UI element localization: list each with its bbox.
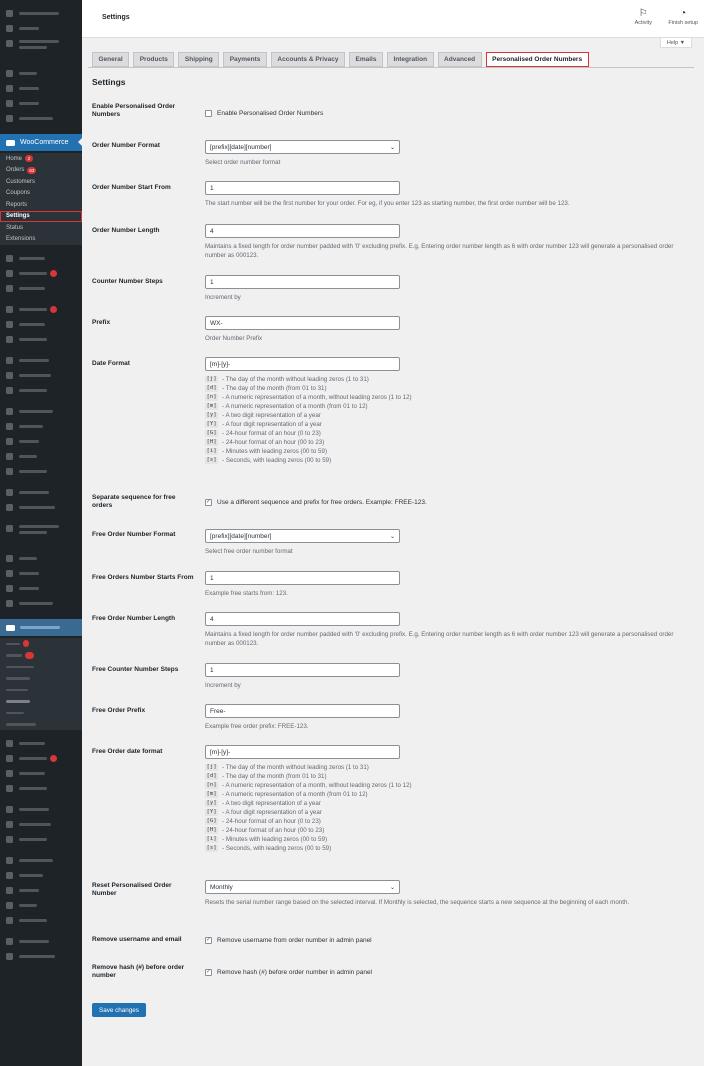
elementor-icon [6, 806, 13, 813]
sidebar-sub-blurred[interactable] [0, 719, 82, 731]
home-badge: 2 [25, 155, 33, 162]
progress-circle-icon: ◔ [680, 8, 687, 19]
sidebar-item-analytics-2[interactable] [0, 317, 82, 332]
sidebar-item-media[interactable] [0, 81, 82, 96]
tools-icon [6, 902, 13, 909]
sidebar-item-elementor[interactable] [0, 353, 82, 368]
activity-label: Activity [634, 20, 652, 26]
elementor-icon [6, 357, 13, 364]
remove-username-checkbox-line[interactable] [205, 935, 692, 945]
appearance-icon [6, 408, 13, 415]
chevron-down-icon: ⌄ [389, 533, 395, 540]
sidebar-item-appearance[interactable] [0, 404, 82, 419]
products-icon [6, 255, 13, 262]
date-code-item: [H] - 24-hour format of an hour (00 to 23) [206, 439, 325, 446]
top-header [82, 0, 704, 38]
payments-icon [6, 755, 13, 762]
prefix-label: Prefix [92, 319, 111, 326]
sidebar-item-comments-2[interactable] [0, 596, 82, 611]
sidebar-item-wp-cloner-2[interactable] [0, 934, 82, 949]
products-icon [6, 740, 13, 747]
sidebar-item-astra[interactable] [0, 21, 82, 36]
section-title: Settings [92, 77, 126, 87]
free-start-input[interactable]: 1 [205, 571, 400, 585]
length-label: Order Number Length [92, 227, 160, 234]
sidebar-item-controlled-access[interactable] [0, 36, 82, 60]
date-format-legend [205, 375, 692, 465]
enable-checkbox[interactable] [205, 110, 212, 117]
sidebar-sub-settings[interactable]: Settings [0, 211, 82, 223]
help-tab-button[interactable]: Help ▼ [660, 38, 692, 48]
sidebar-item-users[interactable] [0, 434, 82, 449]
order-number-format-select[interactable]: [prefix][date][number] ⌄ [205, 140, 400, 154]
dashboard-icon [6, 10, 13, 17]
orders-badge: 63 [29, 167, 35, 173]
free-start-desc: Example free starts from: 123. [205, 590, 288, 597]
wpforms-icon [6, 836, 13, 843]
sidebar-item-marketing[interactable] [0, 332, 82, 347]
sidebar-sub-extensions[interactable]: Extensions [0, 234, 82, 246]
sidebar-item-comments[interactable] [0, 111, 82, 126]
free-steps-label: Free Counter Number Steps [92, 666, 179, 673]
chevron-down-icon: ⌄ [389, 884, 395, 891]
page-title: Settings [102, 14, 130, 21]
payments-icon [6, 270, 13, 277]
appearance-icon [6, 857, 13, 864]
free-steps-input[interactable]: 1 [205, 663, 400, 677]
sidebar-item-plugins[interactable] [0, 419, 82, 434]
sidebar-item-analytics[interactable] [0, 281, 82, 296]
settings-tabs [92, 52, 589, 67]
tab-shipping[interactable]: Shipping [178, 52, 219, 67]
date-code-item: [y] - A two digit representation of a year [206, 412, 321, 419]
format-label: Order Number Format [92, 142, 160, 149]
sidebar-item-controlled-access-2[interactable] [0, 521, 82, 545]
payments-icon [6, 306, 13, 313]
sidebar-sub-status[interactable]: Status [0, 222, 82, 234]
prefix-input[interactable]: WX- [205, 316, 400, 330]
remove-username-checkbox-label: Remove username from order number in admin panel [217, 936, 372, 944]
start-from-input[interactable]: 1 [205, 181, 400, 195]
free-date-format-label: Free Order date format [92, 748, 163, 755]
sidebar-item-collapse[interactable] [0, 500, 82, 515]
sidebar-item-posts[interactable] [0, 66, 82, 81]
free-prefix-desc: Example free order prefix: FREE-123. [205, 723, 309, 730]
date-code-item: [H] - 24-hour format of an hour (00 to 23) [206, 827, 325, 834]
sidebar-item-dashboard[interactable] [0, 6, 82, 21]
remove-hash-checkbox[interactable]: ✓ [205, 968, 212, 975]
remove-hash-checkbox-label: Remove hash (#) before order number in admin panel [217, 968, 373, 976]
sidebar-sub-blurred[interactable] [0, 650, 82, 662]
users-icon [6, 438, 13, 445]
wpforms-icon [6, 387, 13, 394]
sidebar-item-elementor-2[interactable] [0, 802, 82, 817]
payments-badge [50, 306, 57, 313]
lock-icon [6, 525, 13, 532]
free-date-format-legend [205, 763, 692, 853]
date-code-item: [j] - The day of the month without leading zeros (1 to 31) [206, 376, 369, 383]
steps-label: Counter Number Steps [92, 278, 163, 285]
start-desc: The start number will be the first number for your order. For eg, if you enter 123 as starting number, the first order number will be 123. [205, 200, 570, 207]
enable-checkbox-label: Enable Personalised Order Numbers [217, 109, 324, 117]
separate-checkbox-label: Use a different sequence and prefix for free orders. Example: FREE-123. [217, 498, 427, 506]
remove-hash-checkbox-line[interactable] [205, 967, 692, 977]
collapse-icon [6, 504, 13, 511]
free-date-format-input[interactable]: [m]-[y]- [205, 745, 400, 759]
sidebar-item-wpforms[interactable] [0, 383, 82, 398]
date-code-item: [n] - A numeric representation of a month, without leading zeros (1 to 12) [206, 394, 412, 401]
admin-sidebar [0, 0, 82, 1066]
cloner-icon [6, 938, 13, 945]
save-changes-button[interactable]: Save changes [92, 1003, 146, 1017]
date-code-item: [Y] - A four digit representation of a year [206, 809, 322, 816]
tab-payments[interactable]: Payments [223, 52, 267, 67]
sidebar-sub-blurred[interactable] [0, 638, 82, 650]
tab-accounts-privacy[interactable]: Accounts & Privacy [271, 52, 345, 67]
date-code-item: [s] - Seconds, with leading zeros (00 to 59) [206, 457, 332, 464]
tabs-divider [88, 67, 694, 68]
current-menu-arrow [78, 138, 82, 146]
sidebar-sub-blurred[interactable] [0, 696, 82, 708]
analytics-icon [6, 770, 13, 777]
free-prefix-label: Free Order Prefix [92, 707, 146, 714]
comment-icon [6, 600, 13, 607]
blurred-badge [23, 640, 29, 647]
sidebar-item-wp-cloner[interactable] [0, 485, 82, 500]
sidebar-item-tools-2[interactable] [0, 898, 82, 913]
marketing-icon [6, 785, 13, 792]
remove-username-checkbox[interactable]: ✓ [205, 936, 212, 943]
sidebar-item-posts-2[interactable] [0, 551, 82, 566]
date-code-item: [Y] - A four digit representation of a year [206, 421, 322, 428]
steps-desc: Increment by [205, 294, 241, 301]
sidebar-sub-customers[interactable]: Customers [0, 176, 82, 188]
media-icon [6, 85, 13, 92]
reset-label: Reset Personalised Order Number [92, 882, 172, 897]
payments-badge [50, 755, 57, 762]
sidebar-item-templates[interactable] [0, 368, 82, 383]
date-code-item: [y] - A two digit representation of a year [206, 800, 321, 807]
free-length-desc: Maintains a fixed length for order number padded with '0' excluding prefix. E.g, Entering order number length as 6 with order number 123 will generate a personalised order number as 000123. [205, 631, 674, 647]
reset-desc: Resets the serial number range based on the selected interval. If Monthly is selected, the sequence starts a new sequence at the beginning of each month. [205, 899, 630, 906]
sidebar-sub-orders[interactable]: Orders 63 [0, 165, 82, 177]
sidebar-item-templates-2[interactable] [0, 817, 82, 832]
free-length-label: Free Order Number Length [92, 615, 176, 622]
date-code-item: [j] - The day of the month without leading zeros (1 to 31) [206, 764, 369, 771]
enable-label: Enable Personalised Order Numbers [92, 103, 176, 118]
tab-emails[interactable]: Emails [349, 52, 383, 67]
sidebar-item-products-2[interactable] [0, 736, 82, 751]
sidebar-item-media-2[interactable] [0, 566, 82, 581]
enable-checkbox-line[interactable] [205, 108, 692, 118]
sidebar-item-payments-2[interactable] [0, 302, 82, 317]
sidebar-item-marketing-2[interactable] [0, 781, 82, 796]
sidebar-item-appearance-2[interactable] [0, 853, 82, 868]
free-length-input[interactable]: 4 [205, 612, 400, 626]
separate-checkbox-line[interactable] [205, 497, 692, 507]
sidebar-sub-blurred[interactable] [0, 661, 82, 673]
sidebar-item-products[interactable] [0, 251, 82, 266]
plugins-icon [6, 872, 13, 879]
free-format-label: Free Order Number Format [92, 531, 176, 538]
tab-advanced[interactable]: Advanced [438, 52, 482, 67]
sidebar-sub-coupons[interactable]: Coupons [0, 188, 82, 200]
tools-icon [6, 453, 13, 460]
free-steps-desc: Increment by [205, 682, 241, 689]
reset-interval-select[interactable]: Monthly ⌄ [205, 880, 400, 894]
date-format-label: Date Format [92, 360, 130, 367]
date-code-item: [m] - A numeric representation of a month (from 01 to 12) [206, 403, 368, 410]
remove-hash-label: Remove hash (#) before order number [92, 964, 185, 979]
sidebar-item-tools[interactable] [0, 449, 82, 464]
order-length-input[interactable]: 4 [205, 224, 400, 238]
sidebar-item-woocommerce-2[interactable] [0, 619, 82, 636]
analytics-icon [6, 321, 13, 328]
prefix-desc: Order Number Prefix [205, 335, 263, 342]
settings-icon [6, 468, 13, 475]
payments-badge [50, 270, 57, 277]
activity-button[interactable] [635, 8, 652, 26]
free-prefix-input[interactable]: Free- [205, 704, 400, 718]
sidebar-item-payments-3[interactable] [0, 751, 82, 766]
date-code-item: [s] - Seconds, with leading zeros (00 to 59) [206, 845, 332, 852]
remove-username-label: Remove username and email [92, 936, 182, 943]
date-code-item: [n] - A numeric representation of a month, without leading zeros (1 to 12) [206, 782, 412, 789]
sidebar-item-settings-2[interactable] [0, 913, 82, 928]
sidebar-item-wpforms-2[interactable] [0, 832, 82, 847]
pin-icon [6, 70, 13, 77]
sidebar-woocommerce-label: WooCommerce [20, 139, 69, 146]
flag-icon: ⚐ [638, 8, 648, 19]
format-desc: Select order number format [205, 159, 281, 166]
page-icon [6, 585, 13, 592]
counter-steps-input[interactable]: 1 [205, 275, 400, 289]
date-code-item: [G] - 24-hour format of an hour (0 to 23) [206, 430, 321, 437]
templates-icon [6, 372, 13, 379]
finish-setup-button[interactable] [668, 8, 698, 26]
sidebar-item-analytics-3[interactable] [0, 766, 82, 781]
sidebar-sub-blurred[interactable] [0, 707, 82, 719]
free-start-label: Free Orders Number Starts From [92, 574, 194, 581]
plugins-icon [6, 423, 13, 430]
sidebar-item-pages[interactable] [0, 96, 82, 111]
lock-icon [6, 40, 13, 47]
tab-general[interactable]: General [92, 52, 129, 67]
tab-products[interactable]: Products [133, 52, 174, 67]
date-code-item: [G] - 24-hour format of an hour (0 to 23) [206, 818, 321, 825]
chevron-down-icon: ⌄ [389, 144, 395, 151]
length-desc: Maintains a fixed length for order number padded with '0' excluding prefix. E.g, Entering order number length as 6 with order number 123 will generate a personalised order number as 000123. [205, 243, 674, 259]
free-order-format-select[interactable]: [prefix][date][number] ⌄ [205, 529, 400, 543]
pin-icon [6, 555, 13, 562]
date-code-item: [d] - The day of the month (from 01 to 31) [206, 773, 327, 780]
date-code-item: [i] - Minutes with leading zeros (00 to 59) [206, 448, 328, 455]
sidebar-sub-reports[interactable]: Reports [0, 199, 82, 211]
analytics-icon [6, 285, 13, 292]
astra-icon [6, 25, 13, 32]
media-icon [6, 570, 13, 577]
woocommerce-icon [6, 625, 15, 631]
page-icon [6, 100, 13, 107]
date-format-input[interactable]: [m]-[y]- [205, 357, 400, 371]
collapse-icon [6, 953, 13, 960]
sidebar-item-woocommerce[interactable] [0, 134, 82, 151]
date-code-item: [m] - A numeric representation of a month (from 01 to 12) [206, 791, 368, 798]
finish-setup-label: Finish setup [668, 20, 698, 26]
settings-icon [6, 917, 13, 924]
blurred-badge [25, 652, 34, 659]
woocommerce-icon [6, 140, 15, 146]
users-icon [6, 887, 13, 894]
tab-personalised-order-numbers[interactable]: Personalised Order Numbers [486, 52, 589, 67]
sidebar-item-collapse-2[interactable] [0, 949, 82, 964]
comment-icon [6, 115, 13, 122]
date-code-item: [i] - Minutes with leading zeros (00 to 59) [206, 836, 328, 843]
start-label: Order Number Start From [92, 184, 171, 191]
sidebar-sub-home[interactable]: Home 2 [0, 153, 82, 165]
templates-icon [6, 821, 13, 828]
tab-integration[interactable]: Integration [387, 52, 434, 67]
sidebar-item-plugins-2[interactable] [0, 868, 82, 883]
cloner-icon [6, 489, 13, 496]
sidebar-item-users-2[interactable] [0, 883, 82, 898]
sidebar-item-payments[interactable] [0, 266, 82, 281]
separate-checkbox[interactable]: ✓ [205, 498, 212, 505]
date-code-item: [d] - The day of the month (from 01 to 31) [206, 385, 327, 392]
marketing-icon [6, 336, 13, 343]
sidebar-item-pages-2[interactable] [0, 581, 82, 596]
sidebar-sub-blurred[interactable] [0, 684, 82, 696]
sidebar-sub-blurred[interactable] [0, 673, 82, 685]
sidebar-item-settings[interactable] [0, 464, 82, 479]
separate-label: Separate sequence for free orders [92, 494, 176, 509]
free-format-desc: Select free order number format [205, 548, 293, 555]
